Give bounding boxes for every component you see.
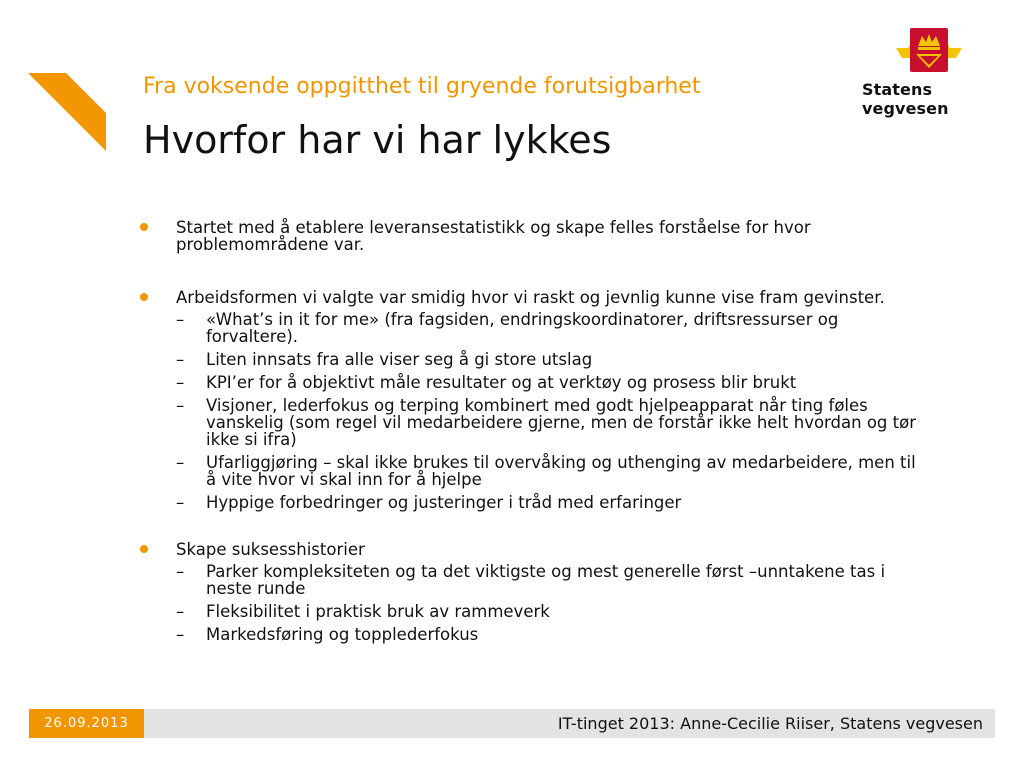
bullet-group [140, 541, 930, 643]
bullet-text: Startet med å etablere leveransestatistikk og skape felles forståelse for hvor problemområdene var. [176, 218, 811, 254]
bullet-text: Arbeidsformen vi valgte var smidig hvor vi raskt og jevnlig kunne vise fram gevinster. [176, 288, 885, 307]
bullet-item [140, 541, 930, 558]
sub-bullet-item [140, 603, 930, 620]
sub-bullet-item [140, 397, 930, 448]
slide-title: Hvorfor har vi har lykkes [143, 118, 612, 162]
sub-bullet-text: Liten innsats fra alle viser seg å gi store utslag [206, 350, 593, 369]
sub-bullet-text: Fleksibilitet i praktisk bruk av rammeverk [206, 602, 550, 621]
footer-date: 26.09.2013 [29, 709, 144, 738]
sub-bullet-list [140, 311, 930, 511]
dash-marker: – [176, 396, 185, 415]
sub-bullet-text: Visjoner, lederfokus og terping kombinert med godt hjelpeapparat når ting føles vanskelig (som regel vil medarbeidere gjerne, men de forstår ikke helt hvordan og tør ikke si ifra) [206, 396, 916, 449]
dash-marker: – [176, 373, 185, 392]
sub-bullet-item [140, 311, 930, 345]
bullet-item [140, 219, 930, 253]
bullet-dot-icon [140, 223, 148, 231]
sub-bullet-item [140, 626, 930, 643]
footer-credit: IT-tinget 2013: Anne-Cecilie Riiser, Statens vegvesen [557, 714, 983, 733]
sub-bullet-item [140, 351, 930, 368]
sub-bullet-item [140, 494, 930, 511]
accent-stripe [0, 0, 110, 160]
dash-marker: – [176, 350, 185, 369]
sub-bullet-text: Markedsføring og topplederfokus [206, 625, 479, 644]
sub-bullet-text: KPI’er for å objektivt måle resultater og at verktøy og prosess blir brukt [206, 373, 797, 392]
sub-bullet-text: Hyppige forbedringer og justeringer i tråd med erfaringer [206, 493, 682, 512]
sub-bullet-list [140, 563, 930, 643]
dash-marker: – [176, 310, 185, 329]
bullet-group [140, 219, 930, 253]
sub-bullet-item [140, 454, 930, 488]
slide-subtitle: Fra voksende oppgitthet til gryende forutsigbarhet [143, 74, 701, 99]
bullet-group [140, 289, 930, 511]
bullet-dot-icon [140, 293, 148, 301]
sub-bullet-text: «What’s in it for me» (fra fagsiden, endringskoordinatorer, driftsressurser og forvaltere). [206, 310, 839, 346]
sub-bullet-item [140, 374, 930, 391]
sub-bullet-text: Parker kompleksiteten og ta det viktigste og mest generelle først –unntakene tas i neste runde [206, 562, 886, 598]
bullet-text: Skape suksesshistorier [176, 540, 365, 559]
dash-marker: – [176, 453, 185, 472]
bullet-item [140, 289, 930, 306]
sub-bullet-item [140, 563, 930, 597]
dash-marker: – [176, 562, 185, 581]
dash-marker: – [176, 493, 185, 512]
dash-marker: – [176, 602, 185, 621]
slide-content [140, 219, 930, 649]
brand-name: Statens vegvesen [862, 80, 949, 118]
sub-bullet-text: Ufarliggjøring – skal ikke brukes til overvåking og uthenging av medarbeidere, men til å vite hvor vi skal inn for å hjelpe [206, 453, 916, 489]
bullet-dot-icon [140, 545, 148, 553]
dash-marker: – [176, 625, 185, 644]
crown-shield-logo-icon [896, 24, 962, 74]
